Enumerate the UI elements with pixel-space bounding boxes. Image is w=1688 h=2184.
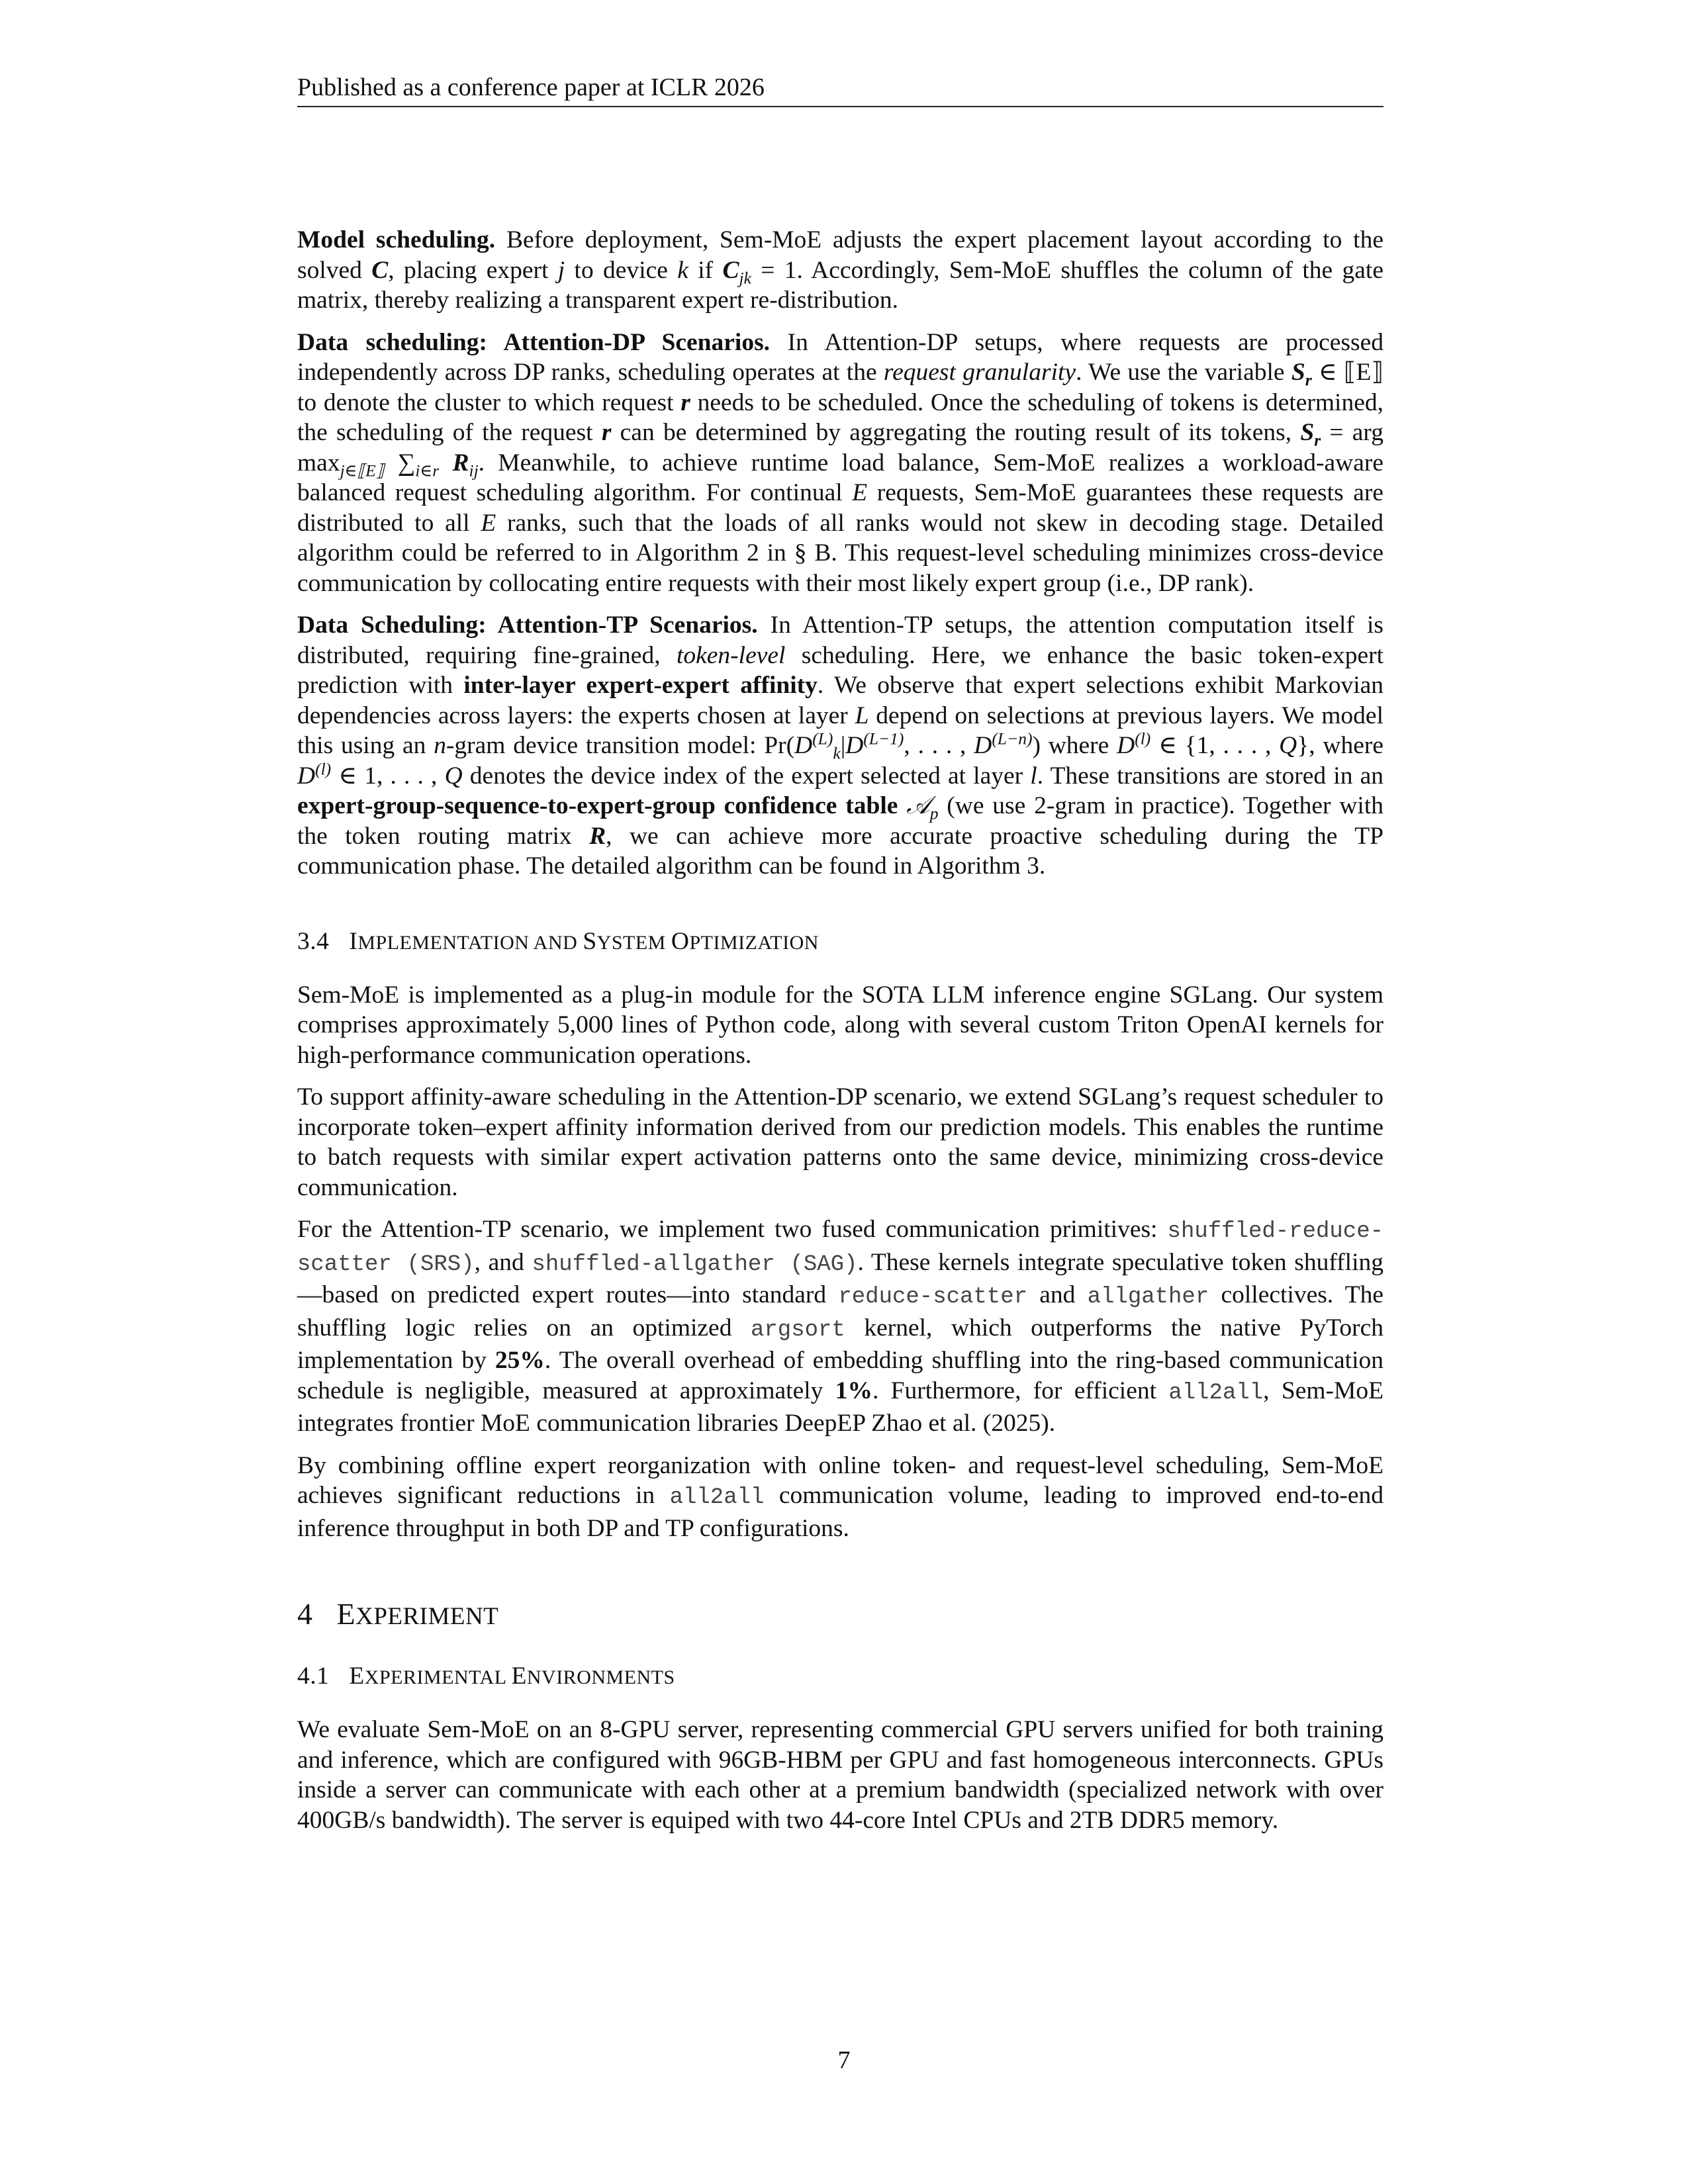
paragraph-implementation-3: For the Attention-TP scenario, we implement two fused communication primitives: shuffled-reduce-scatter (SRS), and shuffled-allgather (SAG). These kernels integrate speculative token shuffling—based on predicted expert routes—into standard reduce-scatter and allgather collectives. The shuffling logic relies on an optimized argsort kernel, which outperforms the native PyTorch implementation by 25%. The overall overhead of embedding shuffling into the ring-based communication schedule is negligible, measured at approximately 1%. Furthermore, for efficient all2all, Sem-MoE integrates frontier MoE communication libraries DeepEP Zhao et al. (2025).	[297, 1216, 1384, 1437]
header-rule	[297, 106, 1383, 107]
paragraph-model-scheduling: Model scheduling. Before deployment, Sem-MoE adjusts the expert placement layout according to the solved C, placing expert j to device k if $C_{jk} = 1$. Accordingly, Sem-MoE shuffles the column of the gate matrix, thereby realizing a transparent expert re-distribution.	[297, 226, 1383, 314]
paragraph-attention-tp: Data Scheduling: Attention-TP Scenarios. In Attention-TP setups, the attention computation itself is distributed, requiring fine-grained, token-level scheduling. Here, we enhance the basic token-expert prediction with inter-layer expert-expert affinity. We observe that expert selections exhibit Markovian dependencies across layers: the experts chosen at layer L depend on selections at previous layers. We model this using an n-gram device transition model: $Pr(D^{(L)}_k|D^{(L-1)}$, . . . , $D^{(L-n)}$) where $D^{(l)}$ ∈ {1, . . . , Q}, where $D^{(l)}$ ∈ 1, . . . , Q denotes the device index of the expert selected at layer l. These transitions are stored in an expert-group-sequence-to-expert-group confidence table 𝒜$_p$ (we use 2-gram in practice). Together with the token routing matrix R, we can achieve more accurate proactive scheduling during the TP communication phase. The detailed algorithm can be found in Algorithm 3.	[297, 612, 1384, 880]
paragraph-environment: We evaluate Sem-MoE on an 8-GPU server, representing commercial GPU servers unified for both training and inference, which are configured with 96GB-HBM per GPU and fast homogeneous interconnects. GPUs inside a server can communicate with each other at a premium bandwidth (specialized network with over 400GB/s bandwidth). The server is equiped with two 44-core Intel CPUs and 2TB DDR5 memory.	[297, 1716, 1383, 1834]
paragraph-attention-dp: Data scheduling: Attention-DP Scenarios. In Attention-DP setups, where requests are processed independently across DP ranks, scheduling operates at the request granularity. We use the variable $S_r$ ∈ ⟦E⟧ to denote the cluster to which request r needs to be scheduled. Once the scheduling of tokens is determined, the scheduling of the request r can be determined by aggregating the routing result of its tokens, $S_r$ = arg $\max_{j\in⟦E⟧} \sum_{i\in r}$ $R_{ij}$. Meanwhile, to achieve runtime load balance, Sem-MoE realizes a workload-aware balanced request scheduling algorithm. For continual E requests, Sem-MoE guarantees these requests are distributed to all E ranks, such that the loads of all ranks would not skew in decoding stage. Detailed algorithm could be referred to in Algorithm 2 in § B. This request-level scheduling minimizes cross-device communication by collocating entire requests with their most likely expert group (i.e., DP rank).	[297, 328, 1384, 597]
paragraph-implementation-4: By combining offline expert reorganization with online token- and request-level scheduling, Sem-MoE achieves significant reductions in all2all communication volume, leading to improved end-to-end inference throughput in both DP and TP configurations.	[297, 1451, 1383, 1542]
section-heading-3-4: 3.4 IMPLEMENTATION AND SYSTEM OPTIMIZATION	[297, 927, 819, 955]
body-text	[297, 225, 1383, 1847]
paragraph-implementation-2: To support affinity-aware scheduling in the Attention-DP scenario, we extend SGLang’s request scheduler to incorporate token–expert affinity information derived from our prediction models. This enables the runtime to batch requests with similar expert activation patterns onto the same device, minimizing cross-device communication.	[297, 1083, 1383, 1201]
section-heading-4: 4 EXPERIMENT	[297, 1597, 499, 1631]
section-heading-4-1: 4.1 EXPERIMENTAL ENVIRONMENTS	[297, 1662, 675, 1690]
page-number: 7	[837, 2046, 851, 2074]
paragraph-implementation-1: Sem-MoE is implemented as a plug-in module for the SOTA LLM inference engine SGLang. Our system comprises approximately 5,000 lines of Python code, along with several custom Triton OpenAI kernels for high-performance communication operations.	[297, 981, 1383, 1069]
running-header: Published as a conference paper at ICLR 2026	[297, 73, 765, 101]
